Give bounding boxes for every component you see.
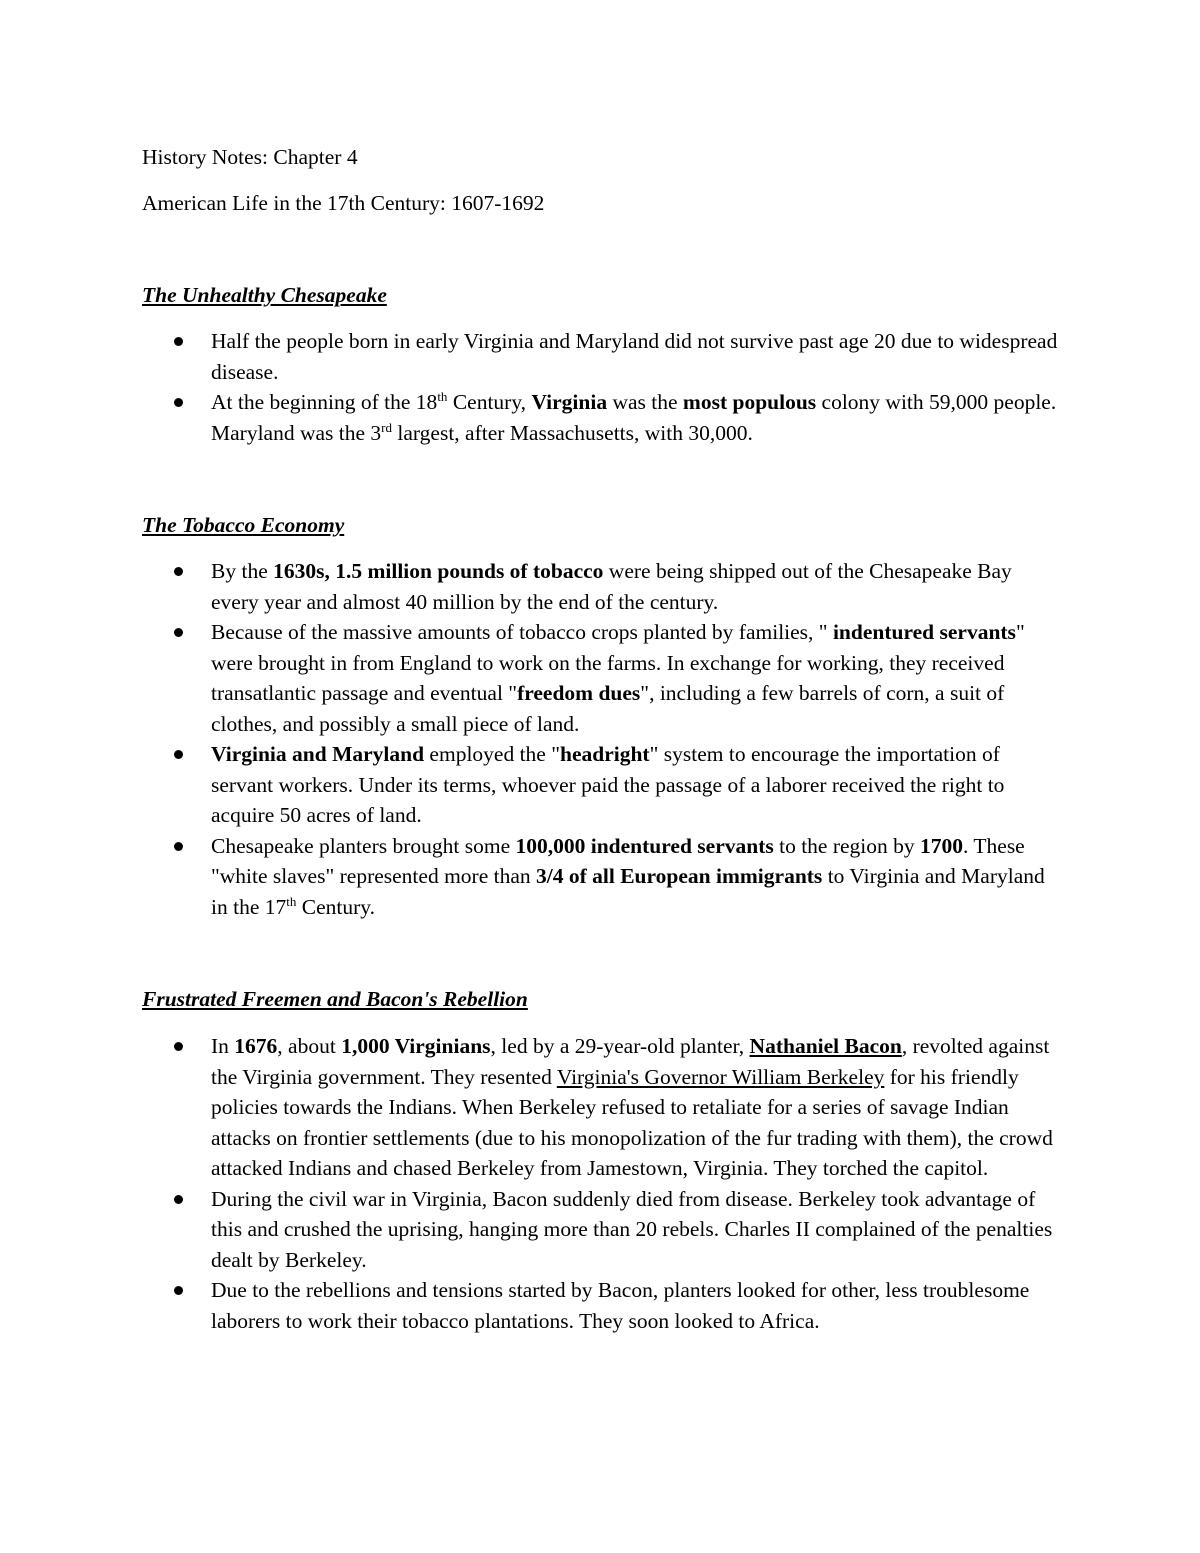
list-item: Virginia and Maryland employed the "headright" system to encourage the importation of servant workers. Under its terms, whoever paid the passage of a laborer received the right to acquire 50 acres of land.: [211, 739, 1061, 831]
section-list-unhealthy-chesapeake: [211, 326, 1061, 448]
bullet-dot-icon: [174, 1286, 183, 1295]
section-heading-bacons-rebellion: Frustrated Freemen and Bacon's Rebellion: [142, 987, 528, 1011]
section-list-tobacco-economy: [211, 556, 1061, 922]
list-item: Chesapeake planters brought some 100,000 indentured servants to the region by 1700. These "white slaves" represented more than 3/4 of all European immigrants to Virginia and Maryland in the 17th Century.: [211, 831, 1061, 923]
list-item: Because of the massive amounts of tobacco crops planted by families, " indentured servants" were brought in from England to work on the farms. In exchange for working, they received transatlantic passage and eventual "freedom dues", including a few barrels of corn, a suit of clothes, and possibly a small piece of land.: [211, 617, 1061, 739]
bullet-dot-icon: [174, 398, 183, 407]
bullet-dot-icon: [174, 567, 183, 576]
section-heading-tobacco-economy: The Tobacco Economy: [142, 513, 345, 537]
list-item: In 1676, about 1,000 Virginians, led by a 29-year-old planter, Nathaniel Bacon, revolted against the Virginia government. They resented Virginia's Governor William Berkeley for his friendly policies towards the Indians. When Berkeley refused to retaliate for a series of savage Indian attacks on frontier settlements (due to his monopolization of the fur trading with them), the crowd attacked Indians and chased Berkeley from Jamestown, Virginia. They torched the capitol.: [211, 1031, 1061, 1184]
bullet-dot-icon: [174, 1042, 183, 1051]
bullet-dot-icon: [174, 750, 183, 759]
list-item: Half the people born in early Virginia and Maryland did not survive past age 20 due to widespread disease.: [211, 326, 1061, 387]
document-title: History Notes: Chapter 4: [142, 145, 358, 169]
list-item: By the 1630s, 1.5 million pounds of tobacco were being shipped out of the Chesapeake Bay every year and almost 40 million by the end of the century.: [211, 556, 1061, 617]
bullet-dot-icon: [174, 842, 183, 851]
section-heading-unhealthy-chesapeake: The Unhealthy Chesapeake: [142, 283, 387, 307]
section-list-bacons-rebellion: [211, 1031, 1061, 1336]
list-item: At the beginning of the 18th Century, Virginia was the most populous colony with 59,000 people. Maryland was the 3rd largest, after Massachusetts, with 30,000.: [211, 387, 1061, 448]
document-subtitle: American Life in the 17th Century: 1607-1692: [142, 191, 545, 215]
bullet-dot-icon: [174, 1195, 183, 1204]
bullet-dot-icon: [174, 628, 183, 637]
list-item: During the civil war in Virginia, Bacon suddenly died from disease. Berkeley took advantage of this and crushed the uprising, hanging more than 20 rebels. Charles II complained of the penalties dealt by Berkeley.: [211, 1184, 1061, 1276]
list-item: Due to the rebellions and tensions started by Bacon, planters looked for other, less troublesome laborers to work their tobacco plantations. They soon looked to Africa.: [211, 1275, 1061, 1336]
bullet-dot-icon: [174, 337, 183, 346]
